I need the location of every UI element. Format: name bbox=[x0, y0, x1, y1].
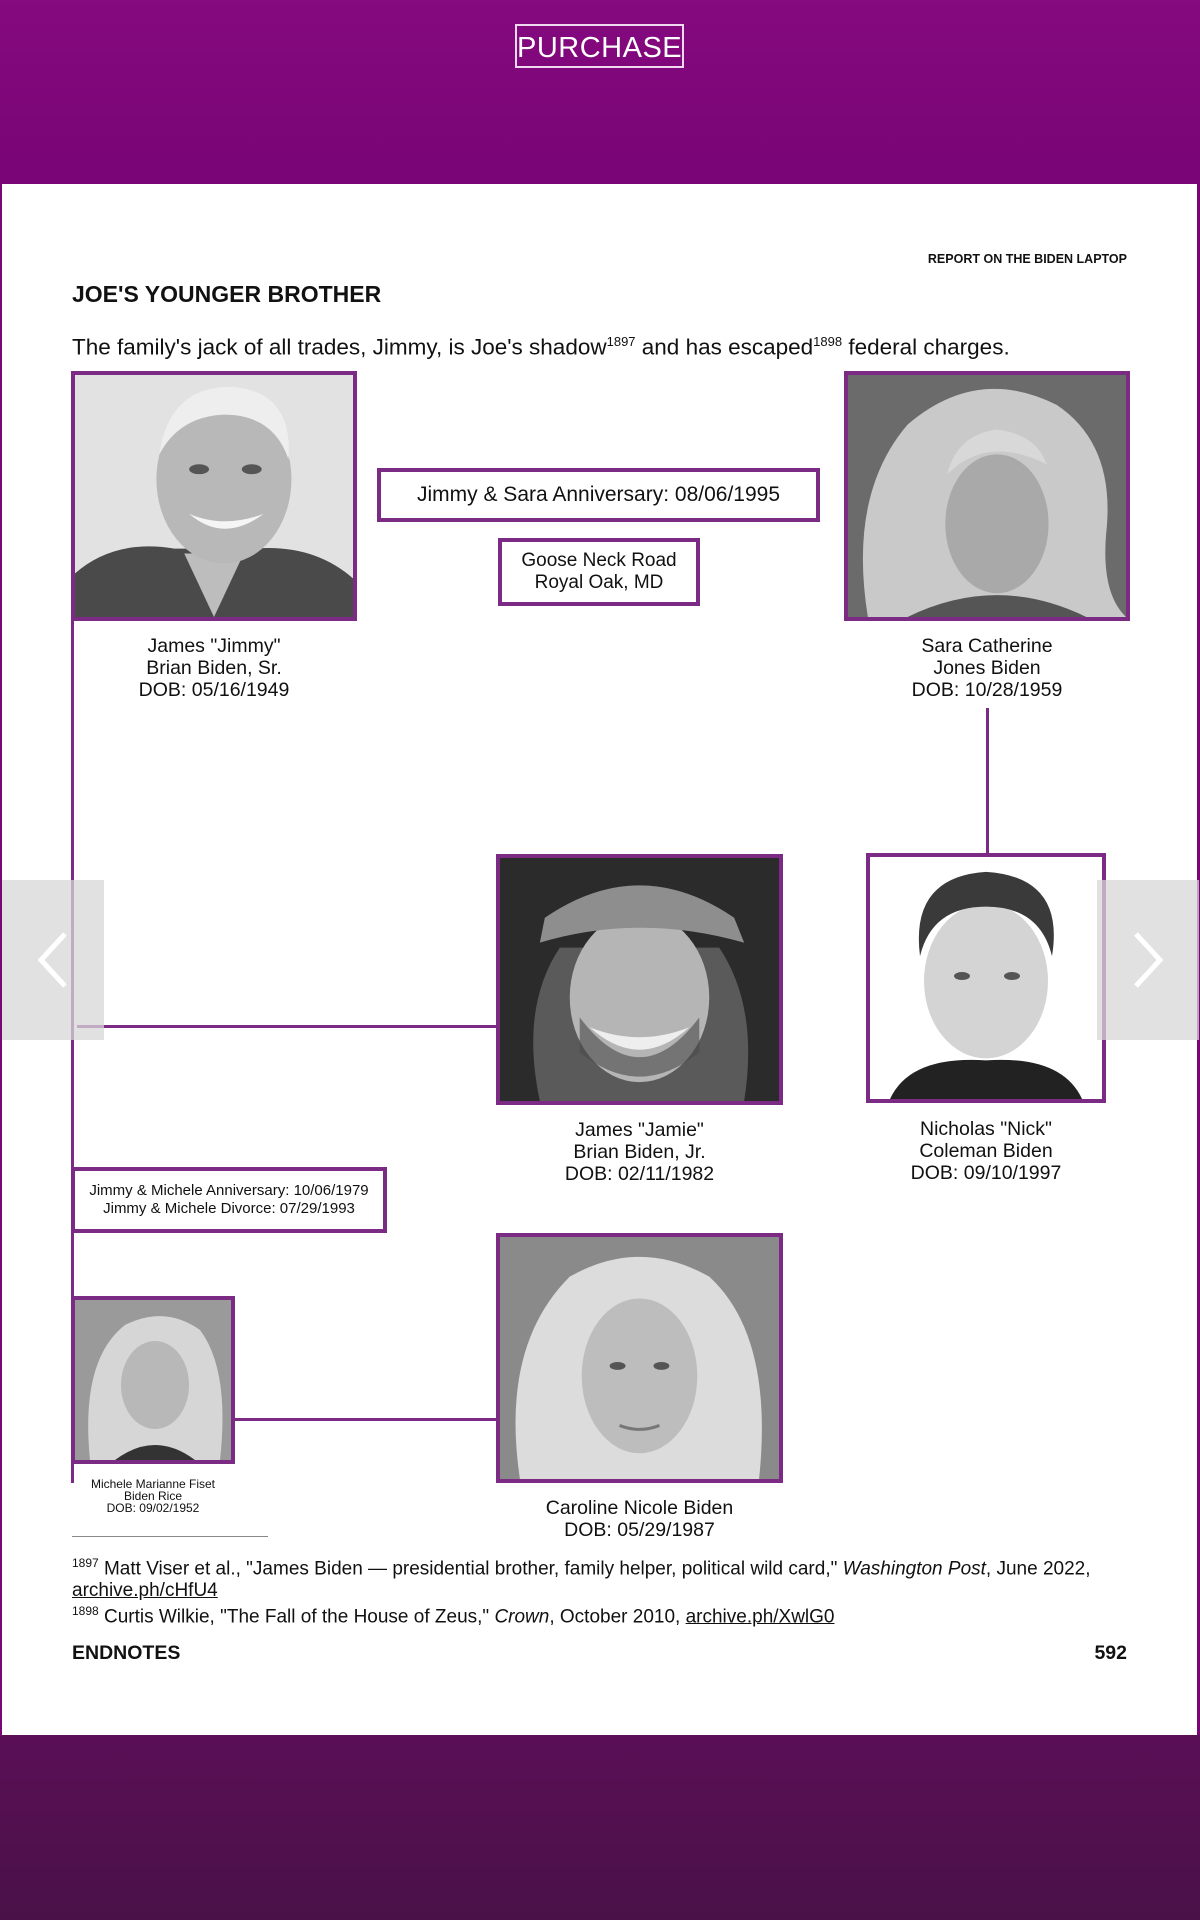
footnote-1897-source: Washington Post bbox=[842, 1558, 986, 1580]
footnote-1897-date: , June 2022, bbox=[985, 1558, 1091, 1580]
jamie-dob: DOB: 02/11/1982 bbox=[564, 1163, 715, 1185]
michele-marriage-box bbox=[71, 1167, 387, 1233]
nick-photo bbox=[866, 853, 1106, 1103]
caroline-name bbox=[496, 1497, 783, 1541]
footer-section-label: ENDNOTES bbox=[72, 1642, 181, 1664]
jimmy-name bbox=[71, 635, 357, 701]
address-line-1: Goose Neck Road bbox=[521, 550, 677, 571]
anniversary-box: Jimmy & Sara Anniversary: 08/06/1995 bbox=[377, 468, 820, 522]
footnote-1898-text: Curtis Wilkie, "The Fall of the House of Zeus," bbox=[98, 1606, 495, 1628]
bottom-band bbox=[0, 1735, 1200, 1920]
prev-page-button[interactable] bbox=[2, 880, 104, 1040]
michele-name-line-1: Michele Marianne Fiset bbox=[90, 1477, 216, 1491]
footnote-1897-number: 1897 bbox=[72, 1556, 99, 1570]
sara-name bbox=[844, 635, 1130, 701]
caroline-dob: DOB: 05/29/1987 bbox=[564, 1519, 715, 1541]
jamie-name-line-2: Brian Biden, Jr. bbox=[573, 1141, 706, 1163]
next-page-button[interactable] bbox=[1097, 880, 1199, 1040]
nick-name bbox=[846, 1118, 1126, 1184]
intro-part-3: federal charges. bbox=[842, 334, 1010, 360]
address-line-2: Royal Oak, MD bbox=[534, 572, 664, 593]
jimmy-name-line-1: James "Jimmy" bbox=[147, 635, 281, 657]
footnote-1898-link[interactable]: archive.ph/XwlG0 bbox=[685, 1606, 835, 1628]
intro-sup-1[interactable]: 1897 bbox=[606, 334, 636, 349]
footnote-1897 bbox=[72, 1552, 1132, 1602]
jimmy-name-line-2: Brian Biden, Sr. bbox=[146, 657, 282, 679]
sara-dob: DOB: 10/28/1959 bbox=[911, 679, 1063, 701]
michele-anniversary: Jimmy & Michele Anniversary: 10/06/1979 bbox=[89, 1182, 369, 1199]
sara-name-line-2: Jones Biden bbox=[933, 657, 1041, 679]
jamie-photo bbox=[496, 854, 783, 1105]
jimmy-dob: DOB: 05/16/1949 bbox=[138, 679, 290, 701]
chevron-right-icon bbox=[1128, 928, 1168, 992]
intro-part-1: The family's jack of all trades, Jimmy, is Joe's shadow bbox=[72, 334, 607, 360]
michele-dob: DOB: 09/02/1952 bbox=[106, 1501, 200, 1515]
footnote-1898 bbox=[72, 1600, 835, 1628]
sara-name-line-1: Sara Catherine bbox=[921, 635, 1053, 657]
caroline-photo bbox=[496, 1233, 783, 1483]
jamie-connector-line bbox=[77, 1025, 500, 1028]
page-number: 592 bbox=[1094, 1642, 1127, 1664]
nick-name-line-1: Nicholas "Nick" bbox=[920, 1118, 1052, 1140]
jimmy-photo bbox=[71, 371, 357, 621]
footnote-separator bbox=[72, 1536, 268, 1537]
michele-divorce: Jimmy & Michele Divorce: 07/29/1993 bbox=[103, 1200, 355, 1217]
footnote-1898-number: 1898 bbox=[72, 1604, 99, 1618]
caroline-name-line-1: Caroline Nicole Biden bbox=[545, 1497, 734, 1519]
michele-name-line-2: Biden Rice bbox=[123, 1489, 183, 1503]
chevron-left-icon bbox=[33, 928, 73, 992]
michele-name bbox=[61, 1478, 245, 1514]
footnote-1898-date: , October 2010, bbox=[549, 1606, 686, 1628]
nick-name-line-2: Coleman Biden bbox=[919, 1140, 1053, 1162]
report-header: REPORT ON THE BIDEN LAPTOP bbox=[927, 252, 1127, 266]
intro-sup-2[interactable]: 1898 bbox=[813, 334, 843, 349]
footnote-1897-text: Matt Viser et al., "James Biden — presidential brother, family helper, political wild card," bbox=[98, 1558, 843, 1580]
nick-dob: DOB: 09/10/1997 bbox=[910, 1162, 1062, 1184]
footnote-1897-link[interactable]: archive.ph/cHfU4 bbox=[72, 1580, 218, 1602]
page-title: JOE'S YOUNGER BROTHER bbox=[72, 281, 382, 307]
purchase-button[interactable]: PURCHASE bbox=[515, 24, 684, 68]
footnote-1898-source: Crown bbox=[494, 1606, 550, 1628]
document-page bbox=[2, 184, 1197, 1735]
address-box bbox=[498, 538, 700, 606]
jamie-name bbox=[496, 1119, 783, 1185]
michele-photo bbox=[71, 1296, 235, 1464]
intro-text bbox=[72, 334, 1010, 361]
michele-caroline-connector-line bbox=[232, 1418, 500, 1421]
sara-photo bbox=[844, 371, 1130, 621]
intro-part-2: and has escaped bbox=[635, 334, 814, 360]
jamie-name-line-1: James "Jamie" bbox=[575, 1119, 704, 1141]
